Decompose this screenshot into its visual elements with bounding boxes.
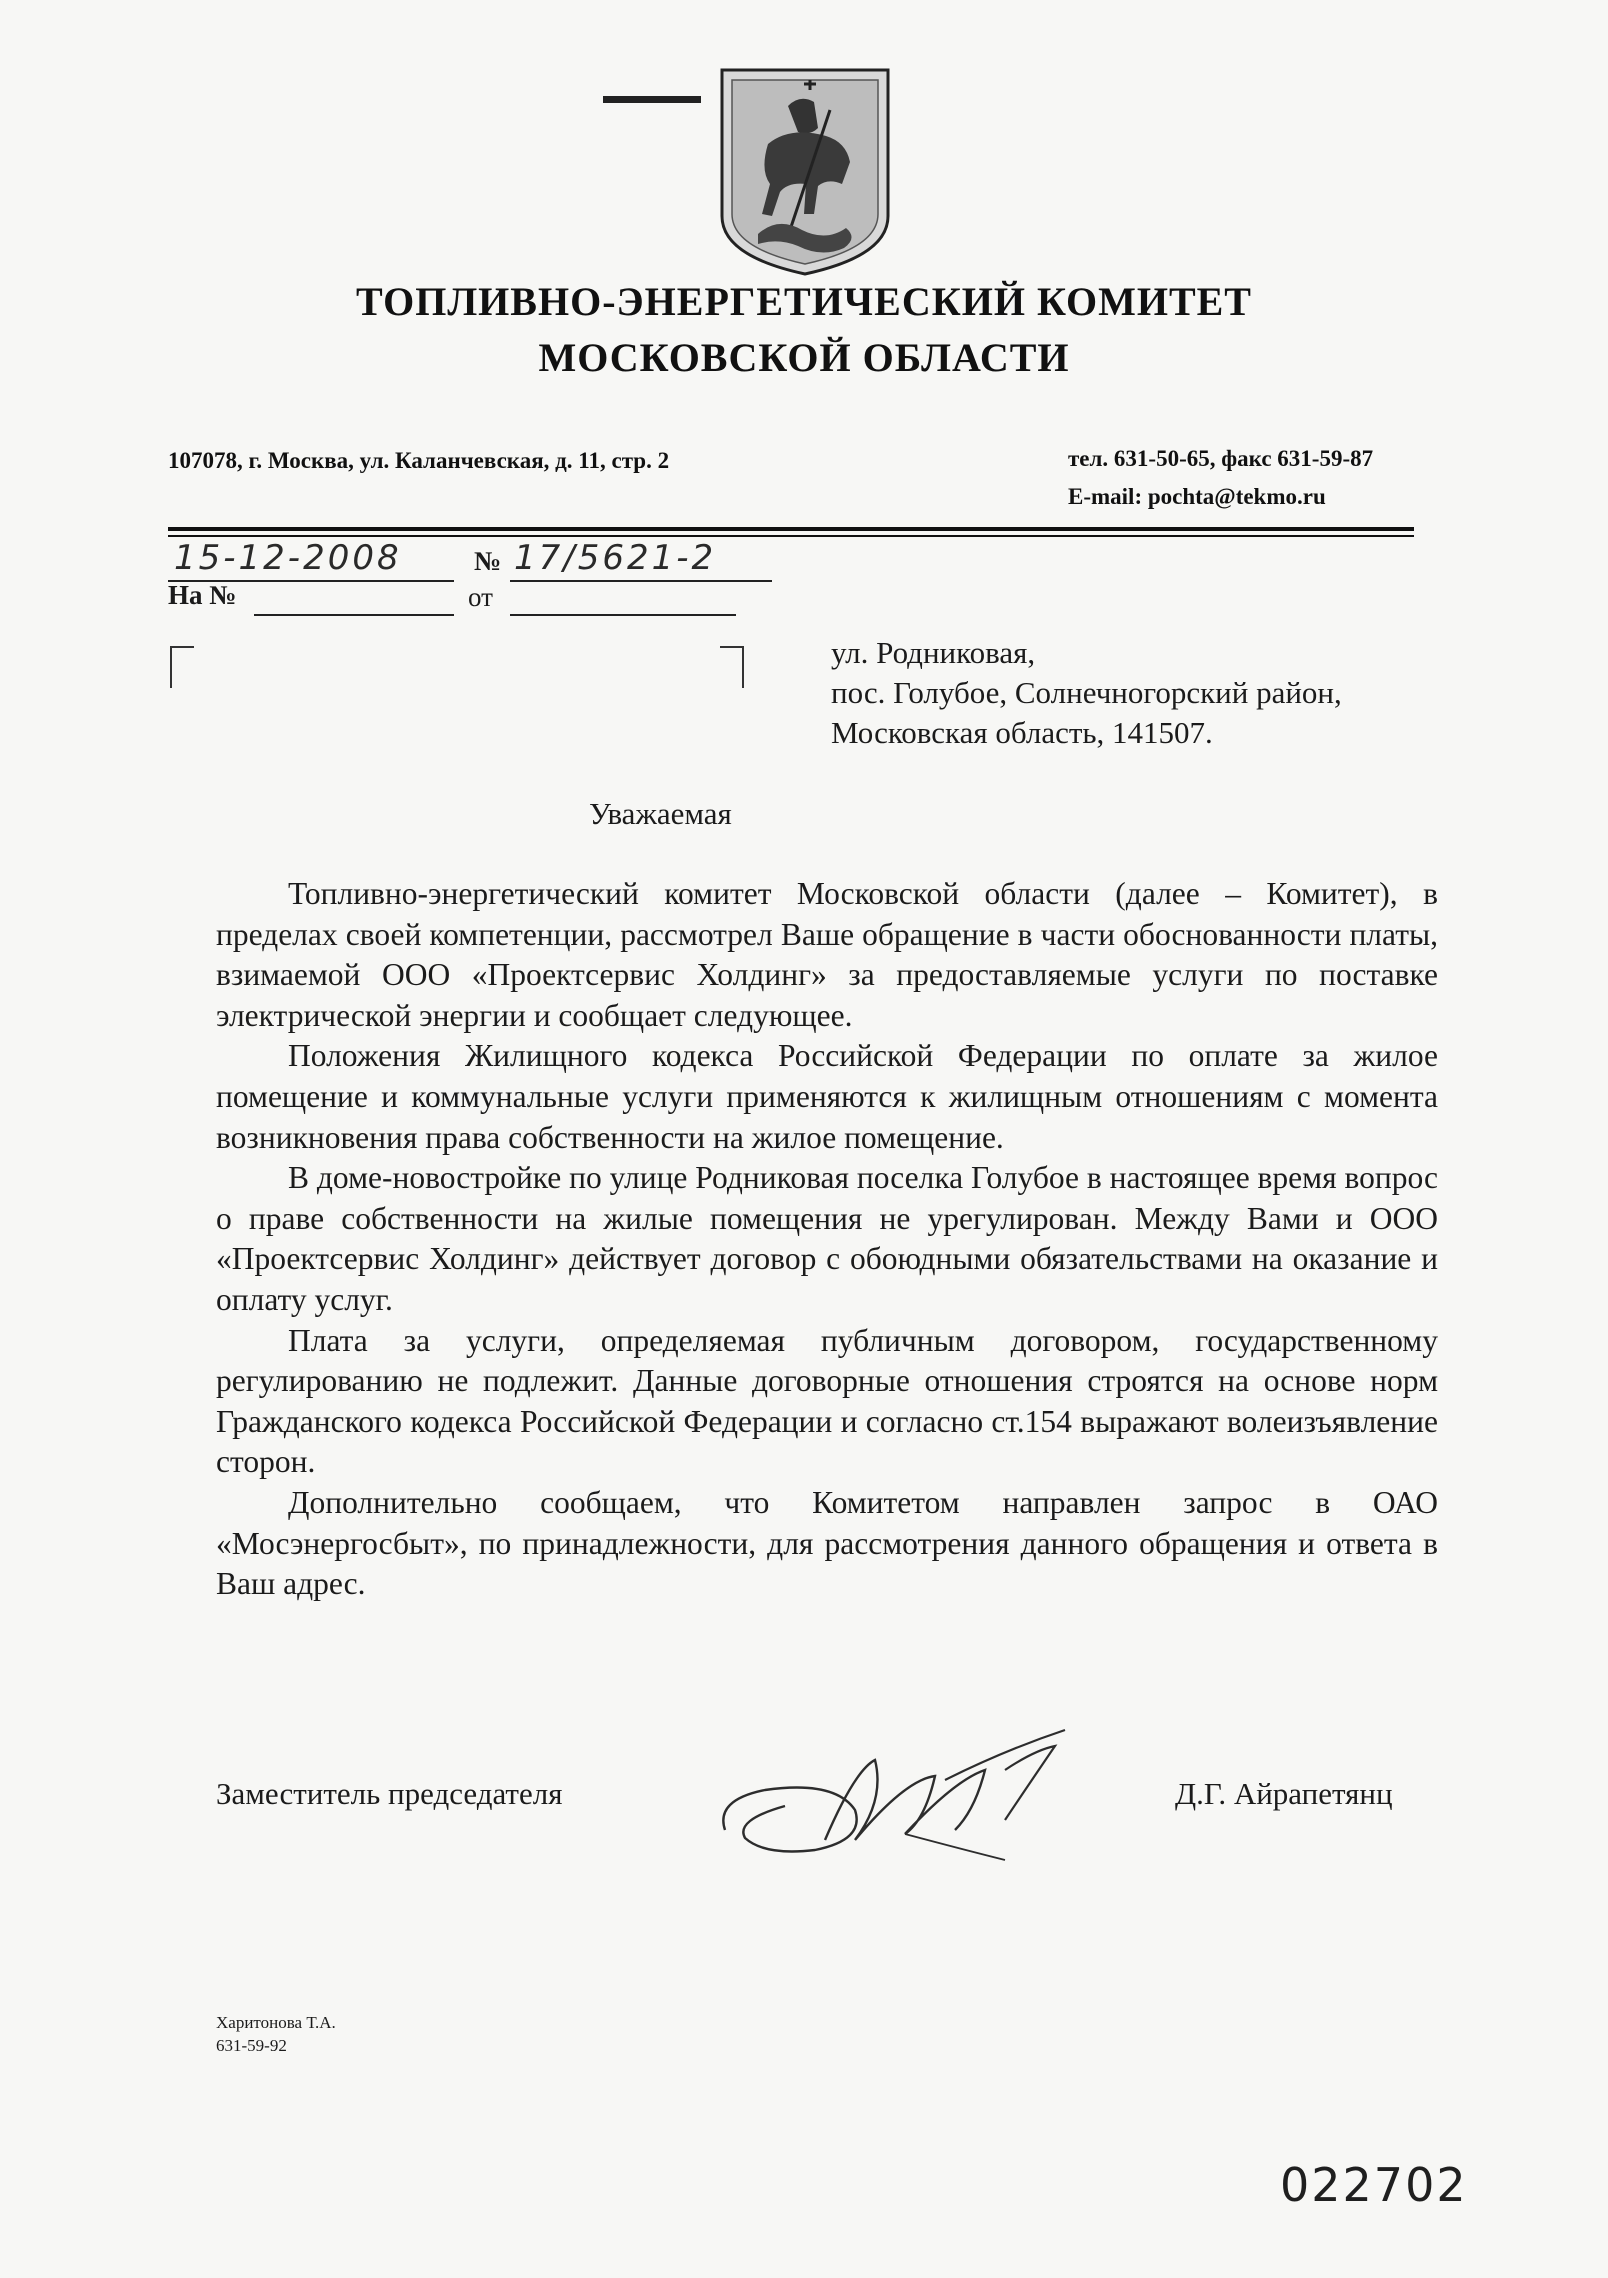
address-bracket-left bbox=[170, 646, 194, 688]
signatory-name: Д.Г. Айрапетянц bbox=[1175, 1776, 1393, 1811]
header-rule-thin bbox=[168, 535, 1414, 537]
header-rule-thick bbox=[168, 527, 1414, 531]
org-address: 107078, г. Москва, ул. Каланчевская, д. 11, стр. 2 bbox=[168, 448, 670, 473]
org-email: E-mail: pochta@tekmo.ru bbox=[1068, 484, 1326, 509]
body-paragraph: Топливно-энергетический комитет Московской области (далее – Комитет), в пределах своей компетенции, рассмотрел Ваше обращение в части обоснованности платы, взимаемой ООО «Проектсервис Холдинг» за предоставляемые услуги по поставке электрической энергии и сообщает следующее. bbox=[216, 876, 1438, 1033]
number-underline bbox=[510, 580, 772, 582]
reference-date-label: от bbox=[468, 582, 493, 612]
org-phone-fax: тел. 631-50-65, факс 631-59-87 bbox=[1068, 446, 1374, 471]
letter-body bbox=[216, 874, 1438, 1605]
executor-phone: 631-59-92 bbox=[216, 2036, 287, 2055]
reference-date-line bbox=[510, 614, 736, 616]
recipient-region: Московская область, 141507. bbox=[831, 715, 1213, 750]
executor-name: Харитонова Т.А. bbox=[216, 2013, 336, 2032]
signatory-position: Заместитель председателя bbox=[216, 1776, 563, 1811]
form-serial-number: 022702 bbox=[1280, 2158, 1468, 2212]
body-paragraph: Положения Жилищного кодекса Российской Федерации по оплате за жилое помещение и коммунальные услуги применяются к жилищным отношениям с момента возникновения права собственности на жилое помещение. bbox=[216, 1038, 1438, 1155]
registration-date: 15-12-2008 bbox=[174, 538, 402, 578]
body-paragraph: Дополнительно сообщаем, что Комитетом направлен запрос в ОАО «Мосэнергосбыт», по принадлежности, для рассмотрения данного обращения и ответа в Ваш адрес. bbox=[216, 1484, 1438, 1602]
recipient-street: ул. Родниковая, bbox=[831, 635, 1036, 670]
org-name-line1: ТОПЛИВНО-ЭНЕРГЕТИЧЕСКИЙ КОМИТЕТ bbox=[356, 279, 1252, 324]
reference-number-line bbox=[254, 614, 454, 616]
registration-number-label: № bbox=[474, 546, 502, 576]
address-bracket-right bbox=[720, 646, 744, 688]
handwritten-signature-icon bbox=[705, 1710, 1105, 1880]
salutation: Уважаемая bbox=[589, 796, 732, 831]
body-paragraph: Плата за услуги, определяемая публичным договором, государственному регулированию не подлежит. Данные договорные отношения строятся на основе норм Гражданского кодекса Российской Федерации и согласно ст.154 выражают волеизъявление сторон. bbox=[216, 1322, 1438, 1480]
registration-number: 17/5621-2 bbox=[514, 538, 717, 578]
recipient-settlement: пос. Голубое, Солнечногорский район, bbox=[831, 675, 1342, 710]
org-name-line2: МОСКОВСКОЙ ОБЛАСТИ bbox=[538, 335, 1070, 380]
emblem-bar bbox=[603, 96, 701, 103]
coat-of-arms-icon bbox=[718, 66, 892, 278]
reference-number-label: На № bbox=[168, 580, 237, 610]
body-paragraph: В доме-новостройке по улице Родниковая поселка Голубое в настоящее время вопрос о праве собственности на жилые помещения не урегулирован. Между Вами и ООО «Проектсервис Холдинг» действует договор с обоюдными обязательствами на оказание и оплату услуг. bbox=[216, 1160, 1438, 1317]
